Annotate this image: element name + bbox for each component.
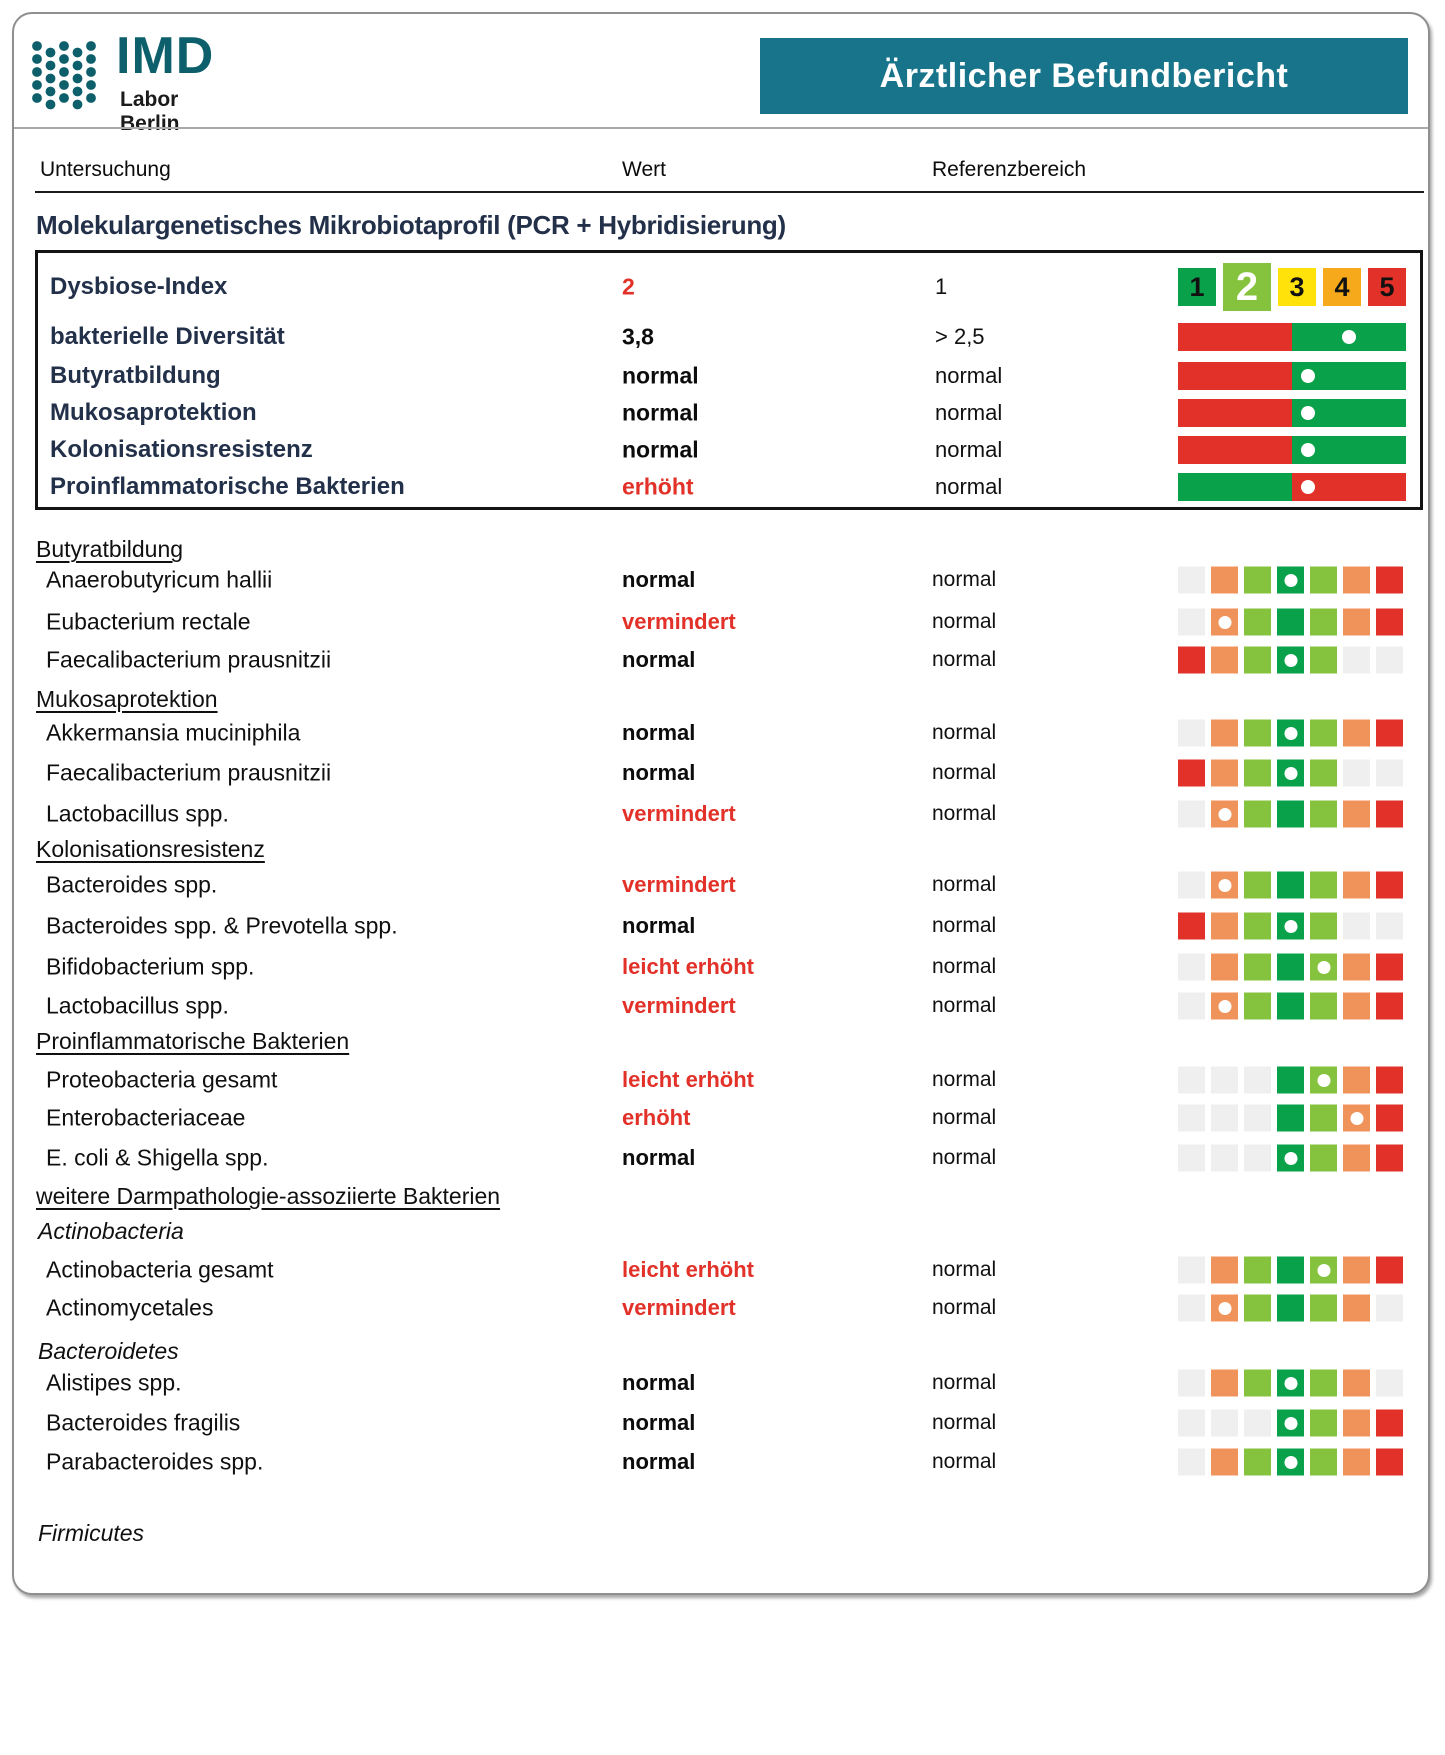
row-value: 3,8 [622, 323, 654, 350]
range-square [1211, 1257, 1238, 1284]
row-value: 2 [622, 273, 635, 300]
result-marker-dot [1284, 574, 1297, 587]
section-header-7: Firmicutes [38, 1520, 145, 1546]
table-row [14, 1447, 1428, 1477]
reference-range-squares [1178, 1295, 1403, 1322]
range-square [1343, 1295, 1370, 1322]
reference-range-squares [1178, 1410, 1403, 1437]
range-square [1277, 567, 1304, 594]
row-reference: normal [932, 1146, 997, 1169]
scale-square-4: 4 [1323, 268, 1361, 306]
range-square [1376, 1370, 1403, 1397]
row-reference: normal [935, 474, 1003, 499]
range-square [1178, 1105, 1205, 1132]
row-label: Kolonisationsresistenz [50, 436, 313, 463]
range-square [1244, 1449, 1271, 1476]
row-value: vermindert [622, 872, 736, 897]
column-header-referenzbereich: Referenzbereich [932, 158, 1087, 181]
range-square [1211, 1410, 1238, 1437]
result-marker-dot [1284, 1152, 1297, 1165]
range-square [1310, 1257, 1337, 1284]
row-value: erhöht [622, 473, 694, 500]
range-square [1343, 1257, 1370, 1284]
row-label: Bifidobacterium spp. [46, 953, 255, 980]
row-reference: normal [932, 721, 997, 744]
row-label: Parabacteroides spp. [46, 1448, 264, 1475]
reference-range-squares [1178, 801, 1403, 828]
range-square [1310, 913, 1337, 940]
row-label: Lactobacillus spp. [46, 992, 229, 1019]
range-square [1310, 1370, 1337, 1397]
range-square [1310, 1067, 1337, 1094]
range-square [1277, 720, 1304, 747]
result-marker-dot [1317, 1074, 1330, 1087]
row-reference: normal [932, 1068, 997, 1091]
range-square [1211, 993, 1238, 1020]
range-square [1277, 1295, 1304, 1322]
range-square [1244, 1145, 1271, 1172]
reference-range-squares [1178, 1145, 1403, 1172]
table-row [14, 645, 1428, 675]
reference-range-squares [1178, 954, 1403, 981]
row-label: Eubacterium rectale [46, 608, 251, 635]
row-value: normal [622, 1370, 696, 1395]
row-reference: normal [932, 1258, 997, 1281]
range-square [1376, 993, 1403, 1020]
range-square [1277, 1449, 1304, 1476]
range-square [1211, 954, 1238, 981]
row-reference: 1 [935, 274, 948, 299]
table-row [14, 911, 1428, 941]
range-square [1244, 760, 1271, 787]
range-square [1244, 801, 1271, 828]
range-square [1178, 1257, 1205, 1284]
table-row [14, 991, 1428, 1021]
range-square [1244, 913, 1271, 940]
row-value: normal [622, 913, 696, 938]
range-square [1310, 1145, 1337, 1172]
logo-subtitle: Labor Berlin [120, 88, 180, 135]
row-label: Bacteroides spp. & Prevotella spp. [46, 912, 398, 939]
range-square [1178, 1370, 1205, 1397]
range-square [1244, 1067, 1271, 1094]
range-square [1178, 609, 1205, 636]
table-row [14, 1368, 1428, 1398]
table-row [14, 1255, 1428, 1285]
section-header-5: Actinobacteria [38, 1218, 184, 1244]
range-square [1211, 647, 1238, 674]
range-square [1343, 1410, 1370, 1437]
table-row [14, 1143, 1428, 1173]
range-square [1310, 993, 1337, 1020]
range-square [1244, 720, 1271, 747]
range-square [1244, 1105, 1271, 1132]
range-square [1376, 1067, 1403, 1094]
range-square [1244, 954, 1271, 981]
range-square [1376, 567, 1403, 594]
range-square [1244, 1295, 1271, 1322]
range-square [1211, 720, 1238, 747]
range-square [1178, 567, 1205, 594]
table-row [14, 758, 1428, 788]
range-square [1376, 954, 1403, 981]
range-square [1211, 913, 1238, 940]
row-value: leicht erhöht [622, 1257, 755, 1282]
range-square [1178, 954, 1205, 981]
range-square [1376, 760, 1403, 787]
range-square [1277, 647, 1304, 674]
range-square [1376, 720, 1403, 747]
reference-range-squares [1178, 647, 1403, 674]
row-value: normal [622, 567, 696, 592]
result-marker-dot [1218, 1000, 1231, 1013]
range-square [1310, 1105, 1337, 1132]
range-square [1277, 1105, 1304, 1132]
row-value: erhöht [622, 1105, 691, 1130]
range-square [1244, 1410, 1271, 1437]
row-value: leicht erhöht [622, 954, 755, 979]
range-square [1178, 913, 1205, 940]
section-header-6: Bacteroidetes [38, 1338, 179, 1364]
row-label: Faecalibacterium prausnitzii [46, 646, 332, 673]
range-square [1310, 647, 1337, 674]
row-label: E. coli & Shigella spp. [46, 1144, 269, 1171]
row-label: Proteobacteria gesamt [46, 1066, 278, 1093]
row-label: Bacteroides spp. [46, 871, 218, 898]
range-square [1244, 993, 1271, 1020]
range-square [1211, 567, 1238, 594]
row-value: normal [622, 1145, 696, 1170]
range-square [1343, 567, 1370, 594]
range-square [1343, 1145, 1370, 1172]
column-header-wert: Wert [622, 158, 666, 181]
row-value: normal [622, 436, 699, 463]
row-value: normal [622, 399, 699, 426]
range-square [1343, 801, 1370, 828]
reference-range-squares [1178, 760, 1403, 787]
row-label: Proinflammatorische Bakterien [50, 473, 405, 500]
result-marker-dot [1218, 1302, 1231, 1315]
row-reference: normal [935, 363, 1003, 388]
range-square [1277, 1145, 1304, 1172]
row-label: Actinobacteria gesamt [46, 1256, 274, 1283]
range-square [1376, 1449, 1403, 1476]
table-row [14, 718, 1428, 748]
range-square [1211, 1067, 1238, 1094]
range-square [1211, 1145, 1238, 1172]
scale-square-2: 2 [1223, 263, 1271, 311]
range-square [1376, 913, 1403, 940]
table-row [14, 1293, 1428, 1323]
range-square [1178, 1067, 1205, 1094]
range-square [1277, 760, 1304, 787]
range-square [1178, 760, 1205, 787]
range-square [1211, 1295, 1238, 1322]
range-square [1211, 760, 1238, 787]
table-row [14, 565, 1428, 595]
range-square [1277, 609, 1304, 636]
range-square [1310, 954, 1337, 981]
section-header-4: weitere Darmpathologie-assoziierte Bakterien [36, 1183, 501, 1209]
reference-range-squares [1178, 720, 1403, 747]
range-square [1310, 1410, 1337, 1437]
range-square [1343, 609, 1370, 636]
row-reference: normal [932, 761, 997, 784]
range-square [1310, 609, 1337, 636]
row-label: bakterielle Diversität [50, 323, 285, 350]
range-square [1376, 872, 1403, 899]
range-square [1376, 1105, 1403, 1132]
range-square [1244, 1257, 1271, 1284]
range-square [1211, 801, 1238, 828]
range-square [1178, 872, 1205, 899]
reference-range-squares [1178, 1105, 1403, 1132]
reference-range-squares [1178, 1449, 1403, 1476]
range-square [1244, 872, 1271, 899]
range-square [1178, 993, 1205, 1020]
range-square [1310, 720, 1337, 747]
table-row [14, 607, 1428, 637]
range-square [1211, 609, 1238, 636]
range-square [1376, 1410, 1403, 1437]
range-square [1376, 1295, 1403, 1322]
range-square [1376, 801, 1403, 828]
section-header-1: Mukosaprotektion [36, 686, 218, 712]
row-value: vermindert [622, 801, 736, 826]
row-reference: normal [932, 1106, 997, 1129]
range-square [1277, 993, 1304, 1020]
row-reference: normal [932, 955, 997, 978]
range-square [1178, 801, 1205, 828]
row-value: vermindert [622, 609, 736, 634]
row-reference: normal [932, 648, 997, 671]
range-square [1343, 647, 1370, 674]
column-header-untersuchung: Untersuchung [40, 158, 171, 181]
profile-section-title: Molekulargenetisches Mikrobiotaprofil (PCR + Hybridisierung) [36, 210, 786, 240]
result-marker-dot [1317, 1264, 1330, 1277]
section-header-2: Kolonisationsresistenz [36, 836, 265, 862]
row-label: Enterobacteriaceae [46, 1104, 246, 1131]
range-square [1343, 1067, 1370, 1094]
range-square [1211, 1370, 1238, 1397]
reference-range-squares [1178, 993, 1403, 1020]
range-square [1244, 1370, 1271, 1397]
range-square [1277, 913, 1304, 940]
range-square [1244, 647, 1271, 674]
table-row [14, 870, 1428, 900]
result-marker-dot [1284, 1377, 1297, 1390]
row-reference: > 2,5 [935, 324, 985, 349]
range-square [1343, 1370, 1370, 1397]
row-reference: normal [932, 568, 997, 591]
row-value: normal [622, 362, 699, 389]
result-marker-dot [1284, 727, 1297, 740]
range-square [1343, 993, 1370, 1020]
reference-range-squares [1178, 567, 1403, 594]
row-label: Dysbiose-Index [50, 273, 228, 300]
reference-range-squares [1178, 872, 1403, 899]
reference-range-squares [1178, 609, 1403, 636]
range-square [1178, 647, 1205, 674]
row-label: Actinomycetales [46, 1294, 214, 1321]
row-value: vermindert [622, 993, 736, 1018]
range-square [1178, 1145, 1205, 1172]
row-value: leicht erhöht [622, 1067, 755, 1092]
result-marker-dot [1284, 654, 1297, 667]
row-reference: normal [935, 437, 1003, 462]
detail-sections [14, 14, 1428, 1593]
range-square [1277, 1370, 1304, 1397]
result-marker-dot [1284, 920, 1297, 933]
result-marker-dot [1218, 808, 1231, 821]
row-value: normal [622, 720, 696, 745]
row-reference: normal [932, 1296, 997, 1319]
result-marker-dot [1350, 1112, 1363, 1125]
section-header-0: Butyratbildung [36, 536, 184, 562]
row-label: Akkermansia muciniphila [46, 719, 301, 746]
table-row [14, 799, 1428, 829]
range-square [1178, 1410, 1205, 1437]
result-marker-dot [1218, 616, 1231, 629]
range-square [1277, 1257, 1304, 1284]
row-reference: normal [935, 400, 1003, 425]
range-square [1310, 760, 1337, 787]
result-marker-dot [1317, 961, 1330, 974]
row-reference: normal [932, 802, 997, 825]
range-square [1244, 567, 1271, 594]
row-reference: normal [932, 1371, 997, 1394]
range-square [1310, 567, 1337, 594]
row-label: Butyratbildung [50, 362, 221, 389]
row-value: normal [622, 647, 696, 672]
range-square [1277, 1067, 1304, 1094]
range-square [1178, 1449, 1205, 1476]
result-marker-dot [1218, 879, 1231, 892]
range-square [1277, 954, 1304, 981]
range-square [1244, 609, 1271, 636]
range-square [1310, 1295, 1337, 1322]
range-square [1343, 760, 1370, 787]
range-square [1343, 872, 1370, 899]
table-row [14, 1065, 1428, 1095]
range-square [1343, 1449, 1370, 1476]
row-label: Alistipes spp. [46, 1369, 182, 1396]
row-reference: normal [932, 873, 997, 896]
row-value: normal [622, 1410, 696, 1435]
range-square [1277, 1410, 1304, 1437]
range-square [1211, 1449, 1238, 1476]
scale-square-5: 5 [1368, 268, 1406, 306]
section-header-3: Proinflammatorische Bakterien [36, 1028, 350, 1054]
row-value: normal [622, 760, 696, 785]
range-square [1310, 1449, 1337, 1476]
row-label: Bacteroides fragilis [46, 1409, 241, 1436]
report-card [12, 12, 1430, 1595]
range-square [1211, 872, 1238, 899]
row-reference: normal [932, 610, 997, 633]
table-row [14, 1408, 1428, 1438]
range-square [1343, 720, 1370, 747]
scale-square-1: 1 [1178, 268, 1216, 306]
report-title-banner: Ärztlicher Befundbericht [760, 38, 1408, 114]
reference-range-squares [1178, 1370, 1403, 1397]
row-reference: normal [932, 1450, 997, 1473]
row-reference: normal [932, 1411, 997, 1434]
range-square [1343, 954, 1370, 981]
range-square [1178, 1295, 1205, 1322]
range-square [1343, 1105, 1370, 1132]
row-value: vermindert [622, 1295, 736, 1320]
range-square [1178, 720, 1205, 747]
range-square [1310, 872, 1337, 899]
logo-text: IMD [116, 27, 215, 85]
row-reference: normal [932, 914, 997, 937]
row-label: Lactobacillus spp. [46, 800, 229, 827]
table-row [14, 952, 1428, 982]
reference-range-squares [1178, 1257, 1403, 1284]
range-square [1376, 1145, 1403, 1172]
row-label: Mukosaprotektion [50, 399, 257, 426]
range-square [1310, 801, 1337, 828]
reference-range-squares [1178, 1067, 1403, 1094]
range-square [1376, 1257, 1403, 1284]
result-marker-dot [1284, 1417, 1297, 1430]
range-square [1376, 647, 1403, 674]
result-marker-dot [1284, 767, 1297, 780]
row-label: Faecalibacterium prausnitzii [46, 759, 332, 786]
range-square [1277, 801, 1304, 828]
scale-square-3: 3 [1278, 268, 1316, 306]
range-square [1376, 609, 1403, 636]
row-reference: normal [932, 994, 997, 1017]
range-square [1343, 913, 1370, 940]
row-value: normal [622, 1449, 696, 1474]
table-row [14, 1103, 1428, 1133]
range-square [1277, 872, 1304, 899]
result-marker-dot [1284, 1456, 1297, 1469]
range-square [1211, 1105, 1238, 1132]
reference-range-squares [1178, 913, 1403, 940]
row-label: Anaerobutyricum hallii [46, 566, 273, 593]
